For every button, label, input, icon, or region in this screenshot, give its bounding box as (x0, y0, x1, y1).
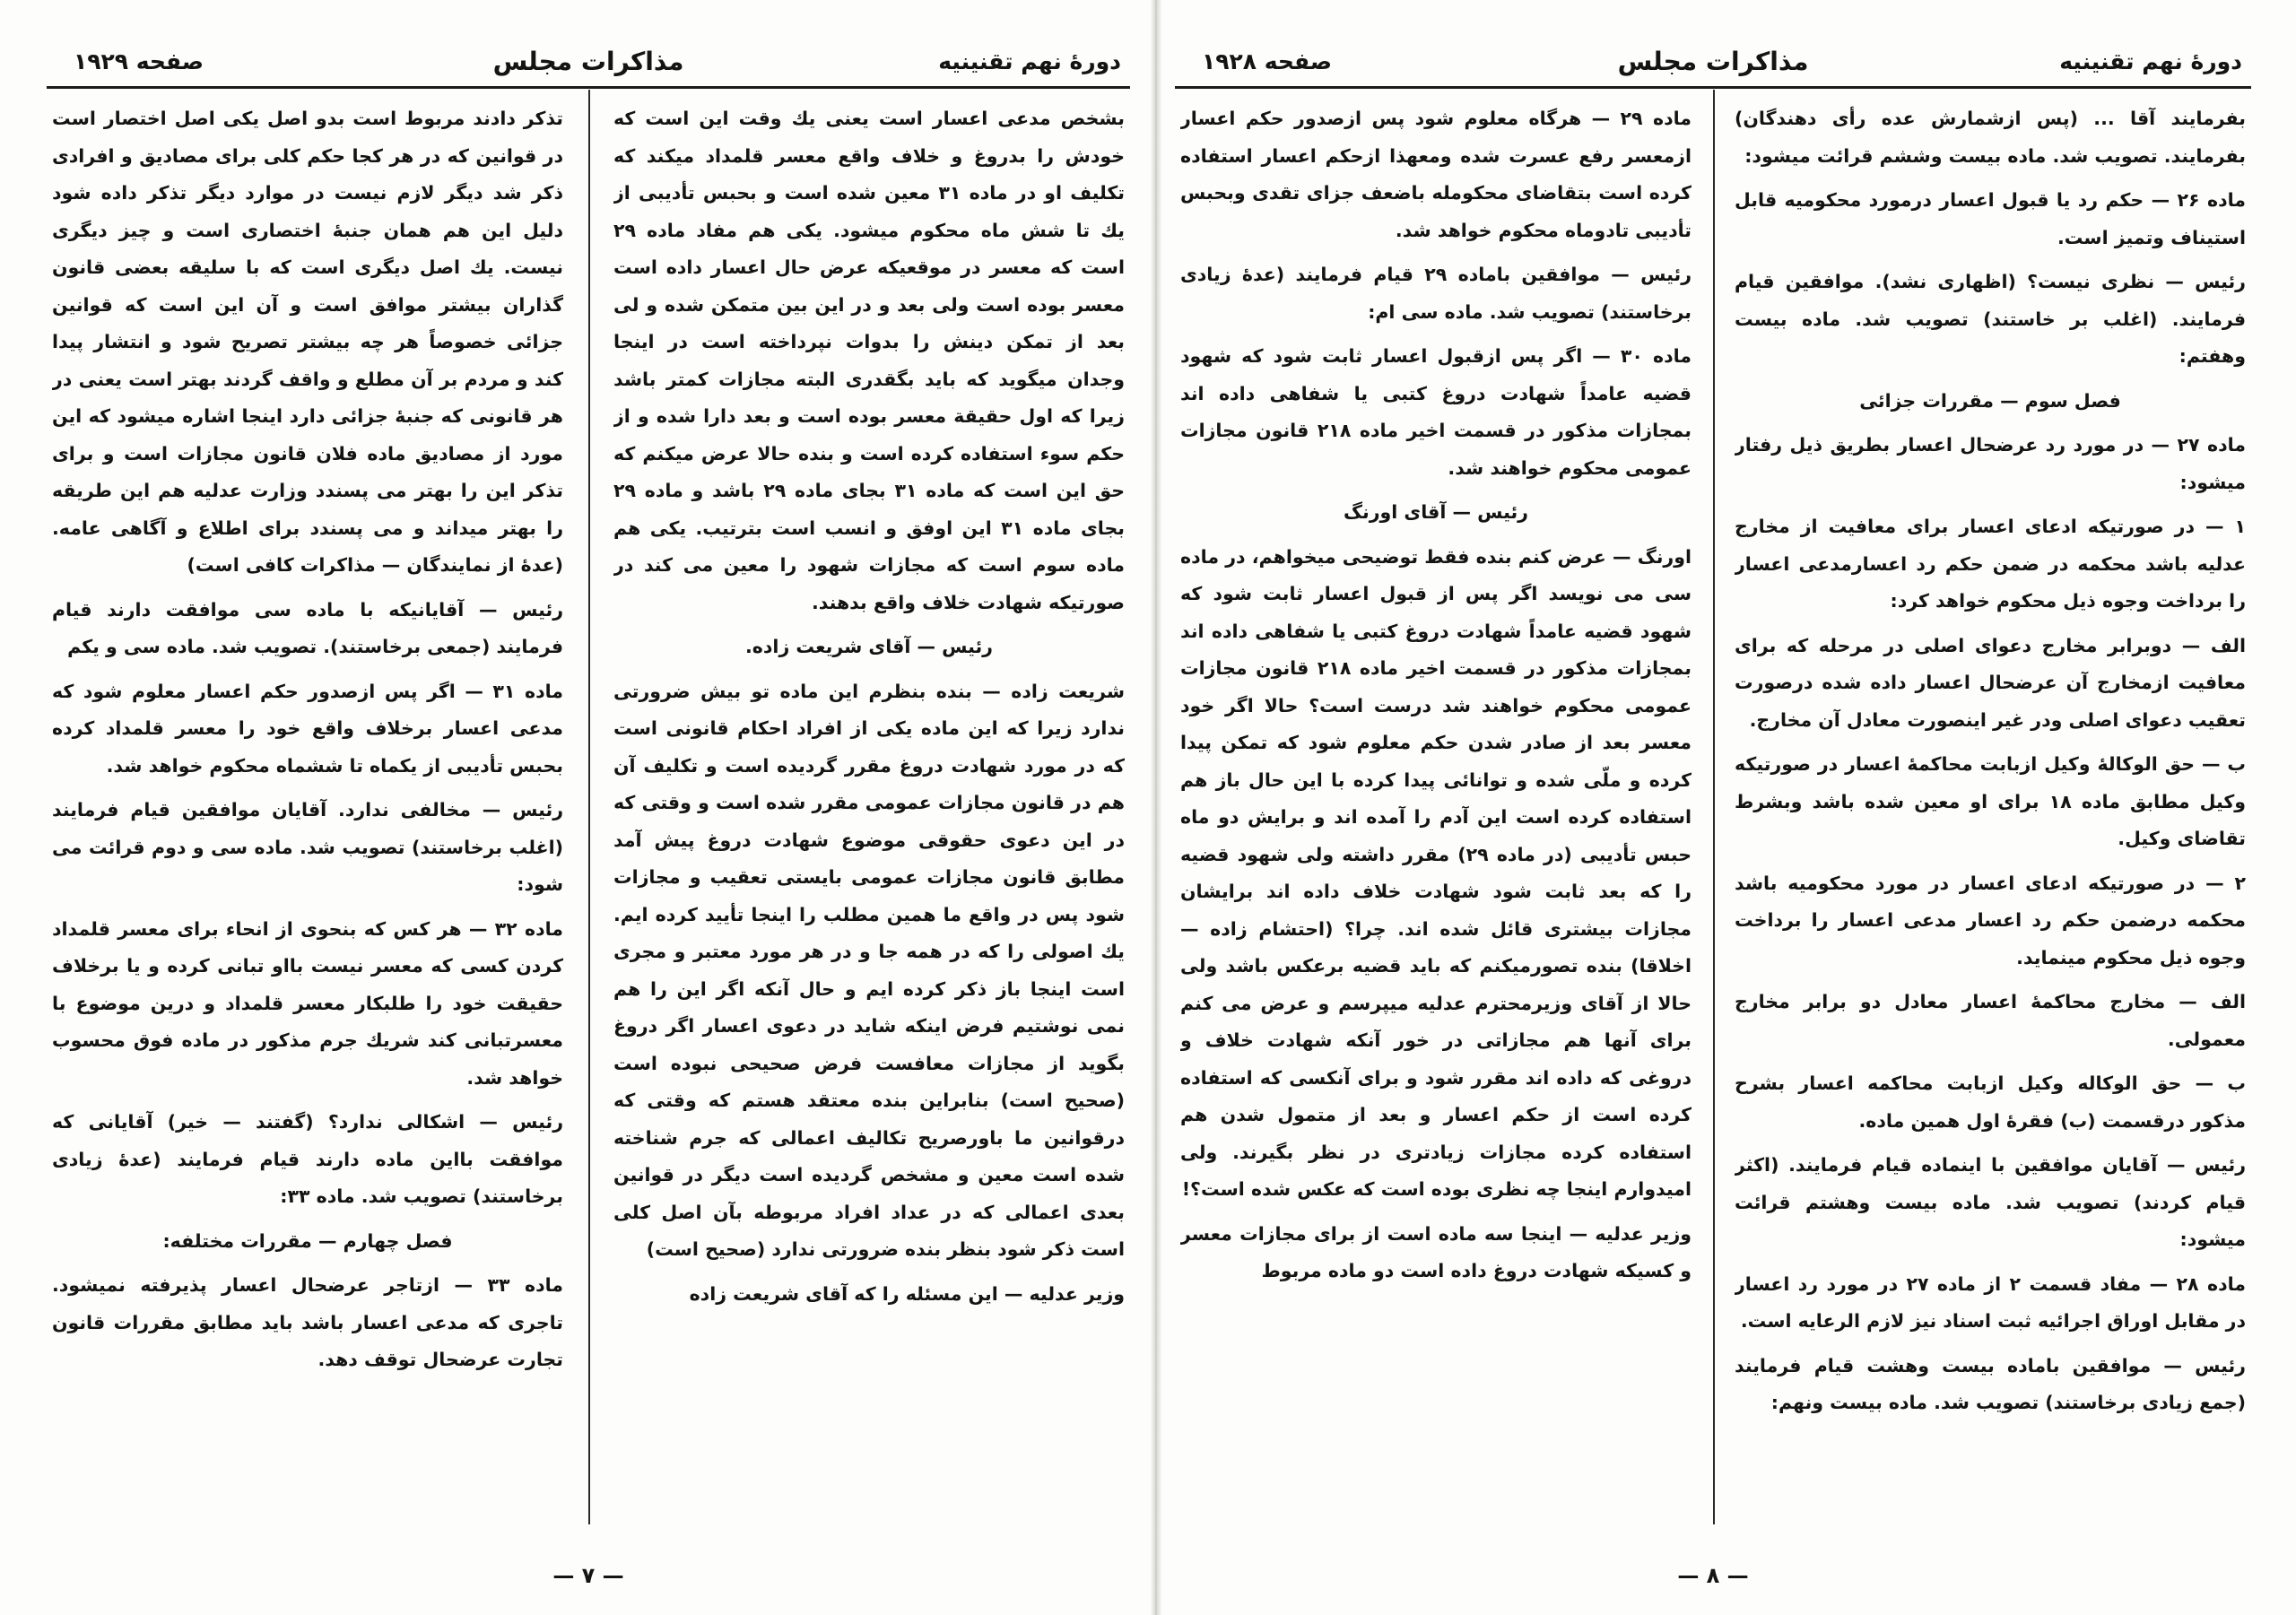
left-page-header (47, 45, 1130, 81)
paragraph: ماده ۲۷ — در مورد رد عرضحال اعسار بطریق ذیل رفتار میشود: (1735, 434, 2246, 493)
paragraph: ماده ۲۹ — هرگاه معلوم شود پس ازصدور حکم اعسار ازمعسر رفع عسرت شده ومعهذا ازحکم اعسار استفاده کرده است بتقاضای محکومله باضعف جزای تقدی وبحبس تأدیبی تادوماه محکوم خواهد شد. (1180, 108, 1692, 241)
paragraph: رئیس — آقایانیکه با ماده سی موافقت دارند قیام فرمایند (جمعی برخاستند). تصویب شد. ماده سی و یکم (52, 598, 563, 657)
paragraph: ۱ — در صورتیکه ادعای اعسار برای معافیت از مخارج عدلیه باشد محکمه در ضمن حکم رد اعسارمدعی اعسار را برداخت وجوه ذیل محکوم خواهد کرد: (1735, 516, 2246, 612)
paragraph: الف — مخارج محاکمهٔ اعسار معادل دو برابر مخارج معمولی. (1735, 991, 2246, 1050)
page-number-label: صفحه ۱۹۲۹ (74, 48, 204, 74)
paragraph: ماده ۳۱ — اگر پس ازصدور حکم اعسار معلوم شود که مدعی اعسار برخلاف واقع خود را معسر قلمداد کرده بحبس تأدیبی از یکماه تا ششماه محکوم خواهد شد. (52, 680, 563, 777)
paragraph: بفرمایند آقا ... (پس ازشمارش عده رأی دهندگان) بفرمایند. تصویب شد. ماده بیست وششم قرائت میشود: (1735, 108, 2246, 167)
publication-title: مذاکرات مجلس (1617, 47, 1809, 76)
book-gutter (1150, 0, 1162, 1615)
header-rule (47, 86, 1130, 89)
page-footer-number: — ۸ — (1677, 1563, 1749, 1588)
paragraph: رئیس — آقایان موافقین با اینماده قیام فرمایند. (اکثر قیام کردند) تصویب شد. ماده بیست وهشتم قرائت میشود: (1735, 1154, 2246, 1250)
section-heading: فصل چهارم — مقررات مختلفه: (162, 1229, 453, 1252)
publication-title: مذاکرات مجلس (492, 47, 684, 76)
paragraph: ۲ — در صورتیکه ادعای اعسار در مورد محکومیه باشد محکمه درضمن حکم رد اعسار مدعی اعسار را برداخت وجوه ذیل محکوم مینماید. (1735, 872, 2246, 968)
paragraph: ماده ۲۸ — مفاد قسمت ۲ از ماده ۲۷ در مورد رد اعسار در مقابل اوراق اجرائیه ثبت اسناد نیز لازم الرعایه است. (1735, 1272, 2246, 1332)
paragraph: اورنگ — عرض کنم بنده فقط توضیحی میخواهم، در ماده سی می نویسد اگر پس از قبول اعسار ثابت شود که شهود قضیه عامداً شهادت دروغ کتبی یا شفاهی داده اند بمجازات مذکور در قسمت اخیر ماده ۲۱۸ قانون مجازات عمومی محکوم خواهند شد درست است؟ حالا اگر خود معسر بعد از صادر شدن حکم معلوم شود که تمکن پیدا کرده و ملّی شده و توانائی پیدا کرده با این حال باز هم استفاده کرده است این آدم را آمده اند و برایش دو ماه حبس تأدیبی (در ماده ۲۹) مقرر داشته ولی شهود قضیه را که بعد ثابت شود شهادت خلاف داده اند برایشان مجازات بیشتری قائل شده اند. چرا؟ (احتشام زاده — اخلاقا) بنده تصورمیکنم که باید قضیه برعکس باشد ولی حالا از آقای وزیرمحترم عدلیه میپرسم و عرض می کنم برای آنها هم مجازاتی در خور آنکه شهادت خلاف و دروغی که داده اند مقرر شود و برای آنکسی که استفاده کرده است از حکم اعسار و بعد از متمول شدن هم استفاده کرده مجازات زیادتری در نظر بگیرند. ولی امیدوارم اینجا چه نظری بوده است که عکس شده است؟! (1180, 545, 1692, 1200)
column-divider (588, 90, 590, 1524)
left-page (47, 0, 1130, 1615)
text-column-right (613, 100, 1125, 1526)
text-column-left (52, 100, 563, 1526)
text-column-right (1735, 100, 2246, 1526)
paragraph: رئیس — آقای شریعت زاده. (745, 636, 993, 657)
paragraph: ماده ۲۶ — حکم رد یا قبول اعسار درمورد محکومیه قابل استیناف وتمیز است. (1735, 189, 2246, 248)
paragraph: ماده ۳۳ — ازتاجر عرضحال اعسار پذیرفته نمیشود. تاجری که مدعی اعسار باشد باید مطابق مقررات قانون تجارت عرضحال توقف دهد. (52, 1274, 563, 1370)
text-column-left (1180, 100, 1692, 1526)
paragraph: تذکر دادند مربوط است بدو اصل یکی اصل اختصار است در قوانین که در هر کجا حکم کلی برای مصادیق و افرادی ذکر شد دیگر لازم نیست در موارد دیگر تذکر داده شود دلیل این هم همان جنبهٔ اختصاری است و چیز دیگری نیست. یك اصل دیگری است که با سلیقه بعضی قانون گذاران بیشتر موافق است و آن این است که قوانین جزائی خصوصاً هر چه بیشتر تصریح شود و انتشار پیدا کند و مردم بر آن مطلع و واقف گردند بهتر است یعنی در هر قانونی که جنبهٔ جزائی دارد اینجا اشاره میشود که این مورد از مصادیق ماده فلان قانون مجازات است و برای تذکر این را بهتر می پسندد وزارت عدلیه هم این طریقه را بهتر میداند و می پسندد برای اطلاع و آگاهی عامه. (عدهٔ از نمایندگان — مذاکرات کافی است) (52, 108, 563, 576)
paragraph: الف — دوبرابر مخارج دعوای اصلی در مرحله که برای معافیت ازمخارج آن عرضحال اعسار داده شده درصورت تعقیب دعوای اصلی ودر غیر اینصورت معادل آن مخارج. (1735, 634, 2246, 731)
page-number-label: صفحه ۱۹۲۸ (1202, 48, 1333, 74)
paragraph: ب — حق الوکالهٔ وکیل ازبابت محاکمهٔ اعسار در صورتیکه وکیل مطابق ماده ۱۸ برای او معین شده باشد وبشرط تقاضای وکیل. (1735, 753, 2246, 849)
paragraph: رئیس — مخالفی ندارد. آقایان موافقین قیام فرمایند (اغلب برخاستند) تصویب شد. ماده سی و دوم قرائت می شود: (52, 799, 563, 895)
right-page (1175, 0, 2251, 1615)
paragraph: وزیر عدلیه — این مسئله را که آقای شریعت زاده (689, 1282, 1125, 1305)
page-footer-number: — ۷ — (552, 1563, 624, 1588)
paragraph: ب — حق الوکاله وکیل ازبابت محاکمه اعسار بشرح مذکور درقسمت (ب) فقرهٔ اول همین ماده. (1735, 1072, 2246, 1132)
paragraph: وزیر عدلیه — اینجا سه ماده است از برای مجازات معسر و کسیکه شهادت دروغ داده است دو ماده مربوط (1180, 1222, 1692, 1281)
paragraph: رئیس — موافقین باماده ۲۹ قیام فرمایند (عدهٔ زیادی برخاستند) تصویب شد. ماده سی ام: (1180, 264, 1692, 323)
paragraph: رئیس — موافقین باماده بیست وهشت قیام فرمایند (جمع زیادی برخاستند) تصویب شد. ماده بیست ونهم: (1735, 1354, 2246, 1413)
paragraph: شریعت زاده — بنده بنظرم این ماده تو بیش ضرورتی ندارد زیرا که این ماده یکی از افراد احکام قانونی است که در مورد شهادت دروغ مقرر گردیده است و تکلیف آن هم در قانون مجازات عمومی مقرر شده است و وقتی که در این دعوی حقوقی موضوع شهادت دروغ پیش آمد مطابق قانون مجازات عمومی بایستی تعقیب و مجازات شود پس در واقع ما همین مطلب را اینجا تأیید کرده ایم. یك اصولی را که در همه جا و در هر مورد معتبر و مجری است اینجا باز ذکر کرده ایم و حال آنکه اگر این را هم نمی نوشتیم فرض اینکه شاید در دعوی اعسار اگر دروغ بگوید از مجازات معافست فرض صحیحی نبوده است (صحیح است) بنابراین بنده معتقد هستم که وقتی که درقوانین ما باورصریح تکالیف اعمالی که جرم شناخته شده است معین و مشخص گردیده است دیگر در قوانین بعدی اعمالی که در عداد افراد مربوطه بآن اصل کلی است ذکر شود بنظر بنده ضرورتی ندارد (صحیح است) (613, 680, 1125, 1260)
section-heading: فصل سوم — مقررات جزائی (1859, 389, 2121, 412)
paragraph: بشخص مدعی اعسار است یعنی یك وقت این است که خودش را بدروغ و خلاف واقع معسر قلمداد میکند که تکلیف او در ماده ۳۱ معین شده است و بحبس تأدیبی از یك تا شش ماه محکوم میشود. یکی هم مفاد ماده ۲۹ است که معسر در موقعیکه عرض حال اعسار داده است معسر بوده است ولی بعد و در این بین متمکن شده و لی بعد از تمکن دینش را بدوات نپرداخته است در اینجا وجدان میگوید که باید بگقدری البته مجازات کمتر باشد زیرا که اول حقیقة معسر بوده است و بعد دارا شده و از حکم سوء استفاده کرده است و بنده حالا عرض میکنم که حق این است که ماده ۳۱ بجای ماده ۲۹ باشد و ماده ۲۹ بجای ماده ۳۱ این اوفق و انسب است بترتیب. یکی هم ماده سوم است که مجازات شهود را معین می کند در صورتیکه شهادت خلاف واقع بدهند. (613, 108, 1125, 613)
paragraph: ماده ۳۰ — اگر پس ازقبول اعسار ثابت شود که شهود قضیه عامداً شهادت دروغ کتبی یا شفاهی داده اند بمجازات مذکور در قسمت اخیر ماده ۲۱۸ قانون مجازات عمومی محکوم خواهند شد. (1180, 345, 1692, 479)
paragraph: رئیس — نظری نیست؟ (اظهاری نشد). موافقین قیام فرمایند. (اغلب بر خاستند) تصویب شد. ماده بیست وهفتم: (1735, 271, 2246, 367)
header-rule (1175, 86, 2251, 89)
speaker-line: رئیس — آقای اورنگ (1344, 501, 1528, 523)
session-label: دورهٔ نهم تقنینیه (2059, 48, 2242, 74)
right-page-header (1175, 45, 2251, 81)
paragraph: رئیس — اشکالی ندارد؟ (گفتند — خیر) آقایانی که موافقت بااین ماده دارند قیام فرمایند (عدهٔ زیادی برخاستند) تصویب شد. ماده ۳۳: (52, 1111, 563, 1207)
paragraph: ماده ۳۲ — هر کس که بنحوی از انحاء برای معسر قلمداد کردن کسی که معسر نیست بااو تبانی کرده و یا برخلاف حقیقت خود را طلبکار معسر قلمداد و درین موضوع با معسرتبانی کند شریك جرم مذکور در ماده فوق محسوب خواهد شد. (52, 917, 563, 1089)
column-divider (1713, 90, 1715, 1524)
session-label: دورهٔ نهم تقنینیه (938, 48, 1121, 74)
